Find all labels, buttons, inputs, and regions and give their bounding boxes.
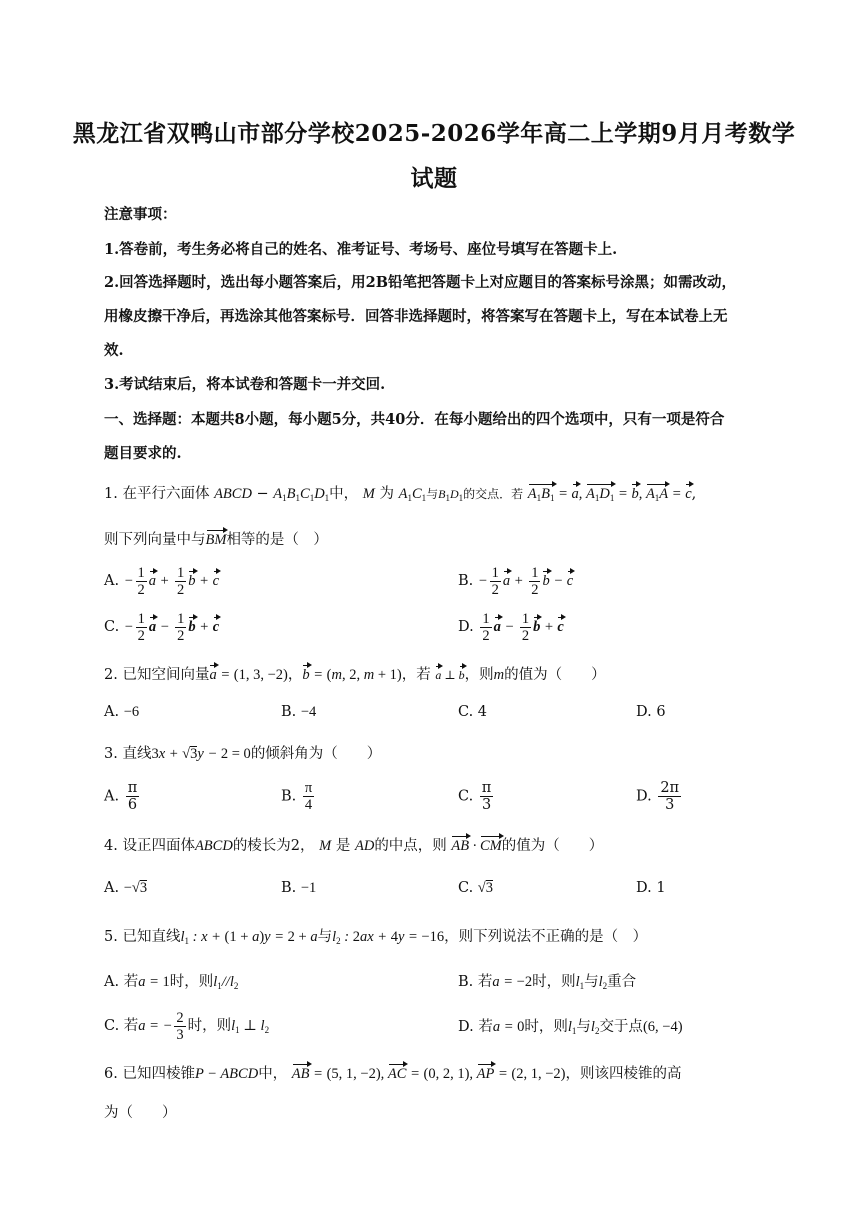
exam-title-line1: 黑龙江省双鸭山市部分学校2025-2026学年高二上学期9月月考数学 xyxy=(72,120,796,147)
exam-title-line2: 试题 xyxy=(410,165,458,192)
q5-option-b[interactable]: B. 若a = −2时，则$l_1$与$l_2$重合 xyxy=(458,974,637,991)
q2-option-b[interactable]: B. −4 xyxy=(281,704,317,720)
q5-option-d[interactable]: D. 若a = 0时，则$l_1$与$l_2$交于点(6, −4) xyxy=(458,1019,683,1036)
question-1-stem: 1. 在平行六面体 ABCD − $A_1B_1C_1D_1$中， M 为 $A_1C_1$与$B_1D_1$的交点．若 $A_1B_1 = a$, $A_1D_1 = b$, $A_1A = c$, xyxy=(104,486,697,503)
question-6-stem: 6. 已知四棱锥P − ABCD中， AB = (5, 1, −2), AC = (0, 2, 1), AP = (2, 1, −2)，则该四棱锥的高 xyxy=(104,1066,682,1082)
q5-option-a[interactable]: A. 若a = 1时，则$l_1//l_2$ xyxy=(104,974,239,991)
q2-option-d[interactable]: D. 6 xyxy=(636,704,666,720)
question-2-stem: 2. 已知空间向量a = (1, 3, −2)，b = (m, 2, m + 1)，若 a ⊥ b，则m的值为（ ） xyxy=(104,667,606,683)
question-1-stem-2: 则下列向量中与BM相等的是（ ） xyxy=(104,532,328,548)
q3-option-d[interactable]: D. $\frac{2\pi}{3}$ xyxy=(636,780,680,813)
notice-3: 3.考试结束后，将本试卷和答题卡一并交回. xyxy=(104,376,386,393)
q1-option-c[interactable]: C. − $\frac{1}{2}$ a − $\frac{1}{2}$ b + c xyxy=(104,611,220,644)
q1-option-d[interactable]: D. $\frac{1}{2}$ a − $\frac{1}{2}$ b + c xyxy=(458,611,564,644)
q4-option-c[interactable]: C. √3 xyxy=(458,880,494,896)
section1-line1: 一、选择题：本题共8小题，每小题5分，共40分．在每小题给出的四个选项中，只有一项是符合 xyxy=(104,411,725,428)
q4-option-a[interactable]: A. −√3 xyxy=(104,880,148,896)
q3-option-a[interactable]: A. $\frac{\pi}{6}$ xyxy=(104,780,138,813)
notice-2a: 2.回答选择题时，选出每小题答案后，用2B铅笔把答题卡上对应题目的答案标号涂黑；如需改动， xyxy=(104,274,736,291)
q3-option-c[interactable]: C. $\frac{\pi}{3}$ xyxy=(458,780,492,813)
section1-line2: 题目要求的. xyxy=(104,445,182,462)
notice-heading: 注意事项： xyxy=(104,206,177,223)
q2-option-a[interactable]: A. −6 xyxy=(104,704,140,720)
q4-option-d[interactable]: D. 1 xyxy=(636,880,666,896)
question-5-stem: 5. 已知直线$l_1$ : x + (1 + a)y = 2 + a与$l_2$ : 2ax + 4y = −16，则下列说法不正确的是（ ） xyxy=(104,929,648,946)
q4-option-b[interactable]: B. −1 xyxy=(281,880,317,896)
q5-option-c[interactable]: C. 若a = − $\frac{2}{3}$ 时，则$l_1$ ⊥ $l_2$ xyxy=(104,1010,270,1043)
q2-option-c[interactable]: C. 4 xyxy=(458,704,488,720)
question-3-stem: 3. 直线3x + √3y − 2 = 0的倾斜角为（ ） xyxy=(104,746,382,762)
notice-1: 1.答卷前，考生务必将自己的姓名、准考证号、考场号、座位号填写在答题卡上. xyxy=(104,241,618,258)
q1-option-a[interactable]: A. − $\frac{1}{2}$ a + $\frac{1}{2}$ b + c xyxy=(104,565,220,598)
q3-option-b[interactable]: B. $\frac{\pi}{4}$ xyxy=(281,780,313,813)
notice-2c: 效. xyxy=(104,342,124,359)
question-6-stem-2: 为（ ） xyxy=(104,1105,177,1121)
q1-option-b[interactable]: B. − $\frac{1}{2}$ a + $\frac{1}{2}$ b − c xyxy=(458,565,574,598)
question-4-stem: 4. 设正四面体ABCD的棱长为2， M 是 AD的中点，则 AB · CM的值为（ ） xyxy=(104,838,604,854)
notice-2b: 用橡皮擦干净后，再选涂其他答案标号．回答非选择题时，将答案写在答题卡上，写在本试卷上无 xyxy=(104,308,728,325)
